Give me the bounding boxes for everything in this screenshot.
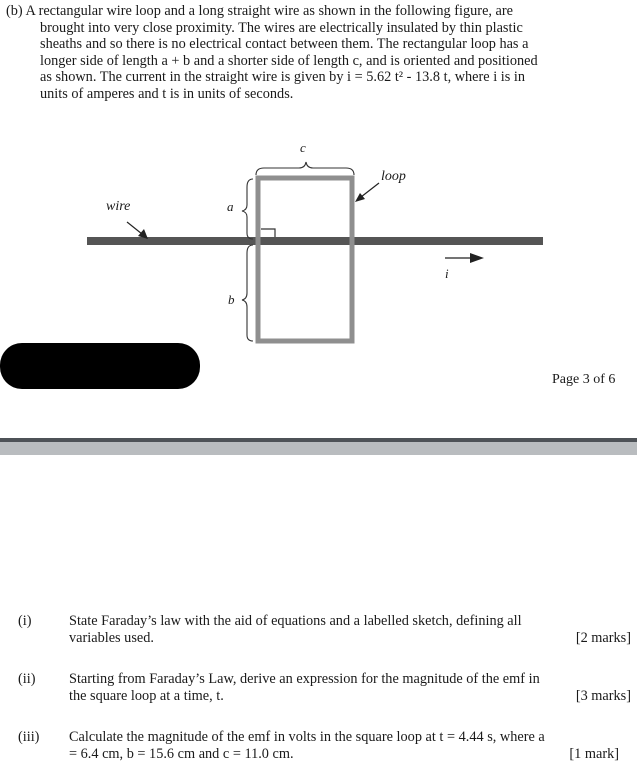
page-divider bbox=[0, 438, 637, 442]
subquestion-line-2: = 6.4 cm, b = 15.6 cm and c = 11.0 cm. bbox=[69, 745, 294, 762]
question-line-3: sheaths and so there is no electrical contact between them. The rectangular loop has a bbox=[40, 36, 529, 53]
subquestion-number: (i) bbox=[18, 613, 32, 629]
question-line-6: units of amperes and t is in units of seconds. bbox=[40, 85, 294, 102]
label-b: b bbox=[228, 292, 235, 307]
straight-wire bbox=[87, 237, 543, 245]
label-loop: loop bbox=[381, 169, 406, 184]
subquestion-number: (iii) bbox=[18, 729, 40, 745]
current-arrow-head bbox=[470, 253, 484, 263]
marks-label: [1 mark] bbox=[569, 745, 619, 762]
wire-loop-figure bbox=[0, 135, 637, 360]
question-line-5: as shown. The current in the straight wire is given by i = 5.62 t² - 13.8 t, where i is in bbox=[40, 69, 525, 86]
marks-label: [2 marks] bbox=[575, 629, 631, 646]
brace-a bbox=[242, 179, 253, 239]
right-angle-marker bbox=[261, 229, 275, 237]
brace-b bbox=[242, 245, 253, 341]
figure-drawing bbox=[0, 135, 637, 360]
subquestion-line-1: Starting from Faraday’s Law, derive an expression for the magnitude of the emf in bbox=[69, 671, 540, 687]
wire-pointer-line bbox=[127, 222, 142, 234]
question-label: (b) bbox=[6, 3, 23, 19]
subquestion-line-2: variables used. bbox=[69, 629, 154, 646]
subquestion-line-1: State Faraday’s law with the aid of equations and a labelled sketch, defining all bbox=[69, 613, 522, 629]
label-c: c bbox=[300, 140, 306, 155]
page-number: Page 3 of 6 bbox=[552, 372, 616, 387]
subquestion-number: (ii) bbox=[18, 671, 36, 687]
label-i: i bbox=[445, 266, 449, 281]
rectangular-loop bbox=[258, 178, 352, 341]
question-line-1: A rectangular wire loop and a long straight wire as shown in the following figure, are bbox=[25, 3, 514, 19]
question-line-4: longer side of length a + b and a shorter side of length c, and is oriented and positioned bbox=[40, 52, 538, 69]
marks-label: [3 marks] bbox=[575, 687, 631, 704]
label-wire: wire bbox=[106, 199, 131, 214]
question-line-2: brought into very close proximity. The wires are electrically insulated by thin plastic bbox=[40, 19, 523, 36]
subquestion-line-2: the square loop at a time, t. bbox=[69, 687, 224, 704]
question-b-text bbox=[6, 3, 632, 103]
subquestion-line-1: Calculate the magnitude of the emf in volts in the square loop at t = 4.44 s, where a bbox=[69, 729, 545, 745]
redaction-blot bbox=[0, 343, 200, 389]
loop-pointer-line bbox=[361, 183, 379, 197]
label-a: a bbox=[227, 199, 234, 214]
brace-c bbox=[256, 162, 354, 175]
